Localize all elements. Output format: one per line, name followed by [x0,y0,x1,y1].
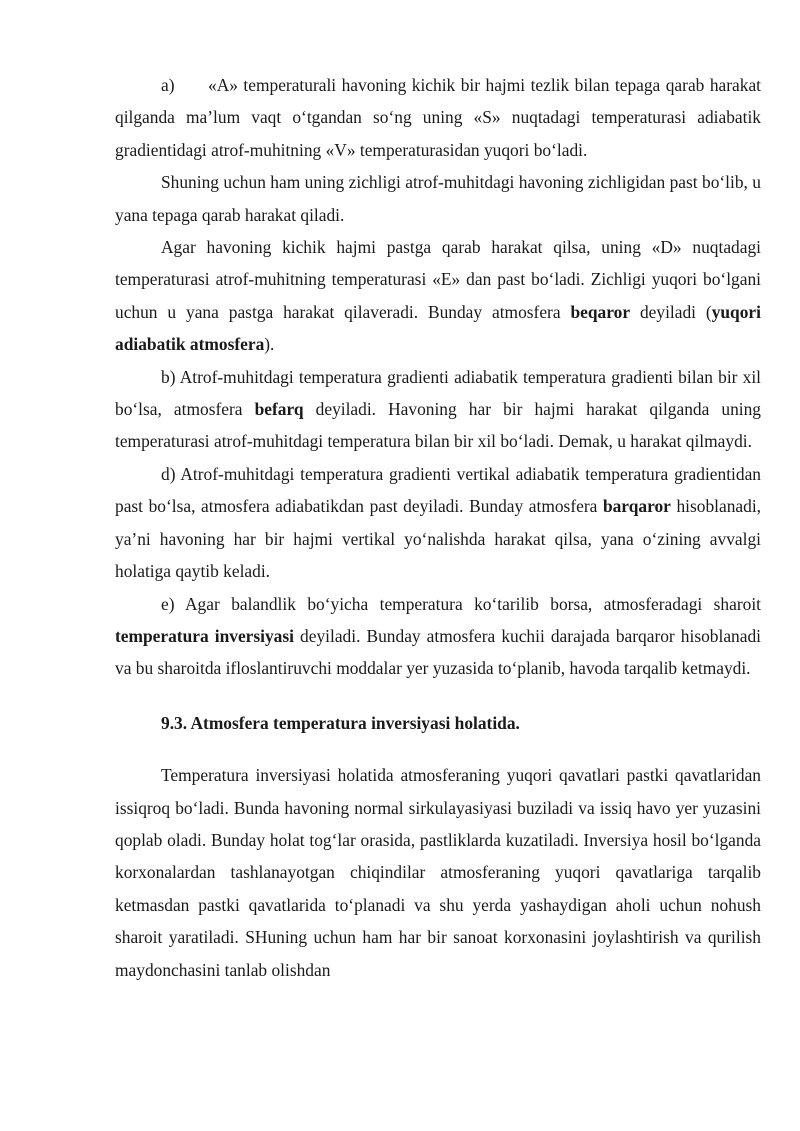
document-body [115,69,761,986]
paragraph-3-text-3: ). [264,334,275,355]
paragraph-3-text-1: Agar havoning kichik hajmi pastga qarab harakat qilsa, uning «D» nuqtadagi temperaturasi atrof-muhitning temperaturasi «E» dan past bo‘ladi. Zichligi yuqori bo‘lgani uchun u yana pastga harakat qilaveradi. Bunday atmosfera [115,237,761,322]
paragraph-2-text: Shuning uchun ham uning zichligi atrof-muhitdagi havoning zichligidan past bo‘lib, u yana tepaga qarab harakat qiladi. [115,172,761,225]
term-befarq: befarq [254,399,304,420]
paragraph-e-text-1: e) Agar balandlik bo‘yicha temperatura ko‘tarilib borsa, atmosferadagi sharoit [161,593,761,614]
paragraph-7 [115,759,761,986]
paragraph-b-text-2: deyiladi. Havoning har bir hajmi harakat qilganda uning temperaturasi atrof-muhitdagi temperatura bilan bir xil bo‘ladi. Demak, u harakat qilmaydi. [115,399,762,452]
paragraph-d [115,458,761,588]
paragraph-b-text-1: b) Atrof-muhitdagi temperatura gradienti adiabatik temperatura gradienti bilan bir xil bo‘lsa, atmosfera [115,366,761,420]
paragraph-3-text-2: deyiladi ( [630,301,712,322]
paragraph-d-text-2: hisoblanadi, ya’ni havoning har bir hajmi vertikal yo‘nalishda harakat qilsa, yana o‘zining avvalgi holatiga qaytib keladi. [115,496,762,582]
paragraph-2 [115,166,761,231]
section-heading: 9.3. Atmosfera temperatura inversiyasi holatida. [161,712,520,733]
paragraph-7-text: Temperatura inversiyasi holatida atmosferaning yuqori qavatlari pastki qavatlaridan issiqroq bo‘ladi. Bunda havoning normal sirkulayasiyasi buziladi va issiq havo yer yuzasini qoplab oladi. Bunday holat tog‘lar orasida, pastliklarda kuzatiladi. Inversiya hosil bo‘lganda korxonalardan tashlanayotgan chiqindilar atmosferaning yuqori qavatlariga tarqalib ketmasdan pastki qavatlarida to‘planadi va shu yerda yashaydigan aholi uchun nohush sharoit yaratiladi. SHuning uchun ham har bir sanoat korxonasini joylashtirish va qurilish maydonchasini tanlab olishdan [115,765,761,980]
term-yuqori-adiabatik: yuqori adiabatik atmosfera [115,301,761,355]
paragraph-b [115,361,761,458]
paragraph-a-text: «A» temperaturali havoning kichik bir hajmi tezlik bilan tepaga qarab harakat qilganda ma’lum vaqt o‘tgandan so‘ng uning «S» nuqtadagi temperaturasi adiabatik gradientidagi atrof-muhitning «V» temperaturasidan yuqori bo‘ladi. [115,75,761,160]
term-temperatura-inversiyasi: temperatura inversiyasi [115,625,294,646]
paragraph-3 [115,231,761,361]
term-beqaror: beqaror [570,301,631,322]
paragraph-e [115,588,761,685]
paragraph-e-text-2: deyiladi. Bunday atmosfera kuchii darajada barqaror hisoblanadi va bu sharoitda ifloslantiruvchi moddalar yer yuzasida to‘planib, havoda tarqalib ketmaydi. [115,625,761,679]
paragraph-a [115,69,761,166]
list-marker-a: a) [161,75,175,95]
paragraph-d-text-1: d) Atrof-muhitdagi temperatura gradienti vertikal adiabatik temperatura gradientidan past bo‘lsa, atmosfera adiabatikdan past deyiladi. Bunday atmosfera [115,463,761,517]
term-barqaror: barqaror [602,496,671,517]
